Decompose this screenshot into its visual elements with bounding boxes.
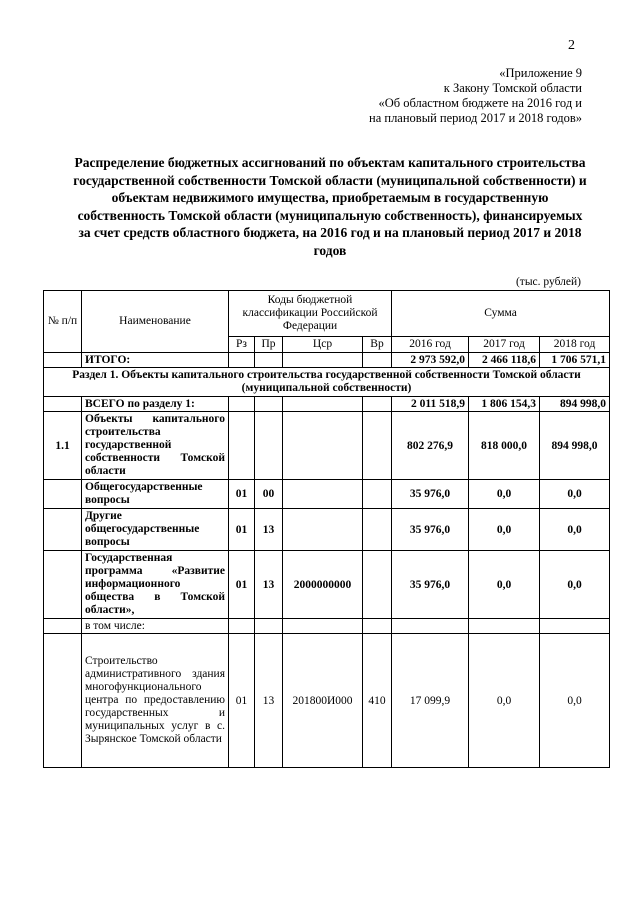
section-row bbox=[44, 368, 610, 397]
row-rz: 01 bbox=[229, 480, 255, 509]
row-2016: 35 976,0 bbox=[392, 480, 469, 509]
row-csr bbox=[283, 412, 363, 480]
header-2016: 2016 год bbox=[392, 337, 469, 353]
row-2016: 17 099,9 bbox=[392, 634, 469, 768]
section-title: Раздел 1. Объекты капитального строительства государственной собственности Томской области (муниципальной собственности) bbox=[44, 368, 610, 397]
header-number: № п/п bbox=[44, 291, 82, 353]
section-total-2018: 894 998,0 bbox=[540, 397, 610, 412]
header-pr: Пр bbox=[255, 337, 283, 353]
appendix-line: «Об областном бюджете на 2016 год и bbox=[378, 96, 582, 110]
table-row bbox=[44, 412, 610, 480]
row-2016: 35 976,0 bbox=[392, 551, 469, 619]
row-name: Объекты капитального строительства государственной собственности Томской области bbox=[82, 412, 229, 480]
row-2017: 818 000,0 bbox=[469, 412, 540, 480]
table-row bbox=[44, 480, 610, 509]
header-rz: Рз bbox=[229, 337, 255, 353]
header-csr: Цср bbox=[283, 337, 363, 353]
row-vr: 410 bbox=[363, 634, 392, 768]
section-total-row bbox=[44, 397, 610, 412]
page-number: 2 bbox=[568, 38, 575, 53]
row-pr: 13 bbox=[255, 551, 283, 619]
row-rz bbox=[229, 412, 255, 480]
row-2017: 0,0 bbox=[469, 551, 540, 619]
total-2017: 2 466 118,6 bbox=[469, 353, 540, 368]
header-codes: Коды бюджетной классификации Российской Федерации bbox=[229, 291, 392, 337]
row-vr bbox=[363, 480, 392, 509]
row-pr: 13 bbox=[255, 634, 283, 768]
total-label: ИТОГО: bbox=[82, 353, 229, 368]
total-2018: 1 706 571,1 bbox=[540, 353, 610, 368]
row-2018: 0,0 bbox=[540, 480, 610, 509]
row-name: Другие общегосударственные вопросы bbox=[82, 509, 229, 551]
row-2017: 0,0 bbox=[469, 634, 540, 768]
table-row bbox=[44, 619, 610, 634]
row-number: 1.1 bbox=[44, 412, 82, 480]
row-2018: 0,0 bbox=[540, 509, 610, 551]
row-rz bbox=[229, 619, 255, 634]
units-label: (тыс. рублей) bbox=[515, 276, 581, 288]
header-sum: Сумма bbox=[392, 291, 610, 337]
row-pr: 13 bbox=[255, 509, 283, 551]
row-2018: 0,0 bbox=[540, 634, 610, 768]
row-name: в том числе: bbox=[82, 619, 229, 634]
total-row bbox=[44, 353, 610, 368]
row-number bbox=[44, 551, 82, 619]
row-number bbox=[44, 509, 82, 551]
row-vr bbox=[363, 412, 392, 480]
row-2018: 894 998,0 bbox=[540, 412, 610, 480]
header-2017: 2017 год bbox=[469, 337, 540, 353]
total-2016: 2 973 592,0 bbox=[392, 353, 469, 368]
section-total-2016: 2 011 518,9 bbox=[392, 397, 469, 412]
row-2017: 0,0 bbox=[469, 509, 540, 551]
row-vr bbox=[363, 509, 392, 551]
row-csr bbox=[283, 509, 363, 551]
row-2016 bbox=[392, 619, 469, 634]
row-csr: 2000000000 bbox=[283, 551, 363, 619]
row-name: Государственная программа «Развитие информационного общества в Томской области», bbox=[82, 551, 229, 619]
row-2016: 802 276,9 bbox=[392, 412, 469, 480]
table-row bbox=[44, 551, 610, 619]
row-vr bbox=[363, 619, 392, 634]
appendix-line: на плановый период 2017 и 2018 годов» bbox=[369, 111, 582, 125]
header-name: Наименование bbox=[82, 291, 229, 353]
row-name: Общегосударственные вопросы bbox=[82, 480, 229, 509]
header-2018: 2018 год bbox=[540, 337, 610, 353]
appendix-reference bbox=[369, 66, 582, 126]
row-number bbox=[44, 634, 82, 768]
row-2017: 0,0 bbox=[469, 480, 540, 509]
section-total-label: ВСЕГО по разделу 1: bbox=[82, 397, 229, 412]
row-rz: 01 bbox=[229, 551, 255, 619]
section-total-2017: 1 806 154,3 bbox=[469, 397, 540, 412]
row-2018: 0,0 bbox=[540, 551, 610, 619]
row-csr: 201800И000 bbox=[283, 634, 363, 768]
row-vr bbox=[363, 551, 392, 619]
row-2017 bbox=[469, 619, 540, 634]
appendix-line: «Приложение 9 bbox=[499, 66, 582, 80]
row-2018 bbox=[540, 619, 610, 634]
table-row bbox=[44, 634, 610, 768]
appendix-line: к Закону Томской области bbox=[443, 81, 582, 95]
table-row bbox=[44, 509, 610, 551]
row-csr bbox=[283, 619, 363, 634]
header-vr: Вр bbox=[363, 337, 392, 353]
row-pr bbox=[255, 619, 283, 634]
row-pr: 00 bbox=[255, 480, 283, 509]
row-number bbox=[44, 480, 82, 509]
row-rz: 01 bbox=[229, 509, 255, 551]
row-2016: 35 976,0 bbox=[392, 509, 469, 551]
row-number bbox=[44, 619, 82, 634]
row-name: Строительство административного здания многофункционального центра по предоставлению государственных и муниципальных услуг в с. Зырянское Томской области bbox=[82, 634, 229, 768]
row-csr bbox=[283, 480, 363, 509]
row-pr bbox=[255, 412, 283, 480]
budget-table bbox=[43, 290, 610, 768]
row-rz: 01 bbox=[229, 634, 255, 768]
document-title: Распределение бюджетных ассигнований по объектам капитального строительства государственной собственности Томской области (муниципальной собственности) и объектам недвижимого имущества, приобретаемым в государственную собственность Томской области (муниципальную собственность), финансируемых за счет средств областного бюджета, на 2016 год и на плановый период 2017 и 2018 годов bbox=[73, 155, 587, 258]
